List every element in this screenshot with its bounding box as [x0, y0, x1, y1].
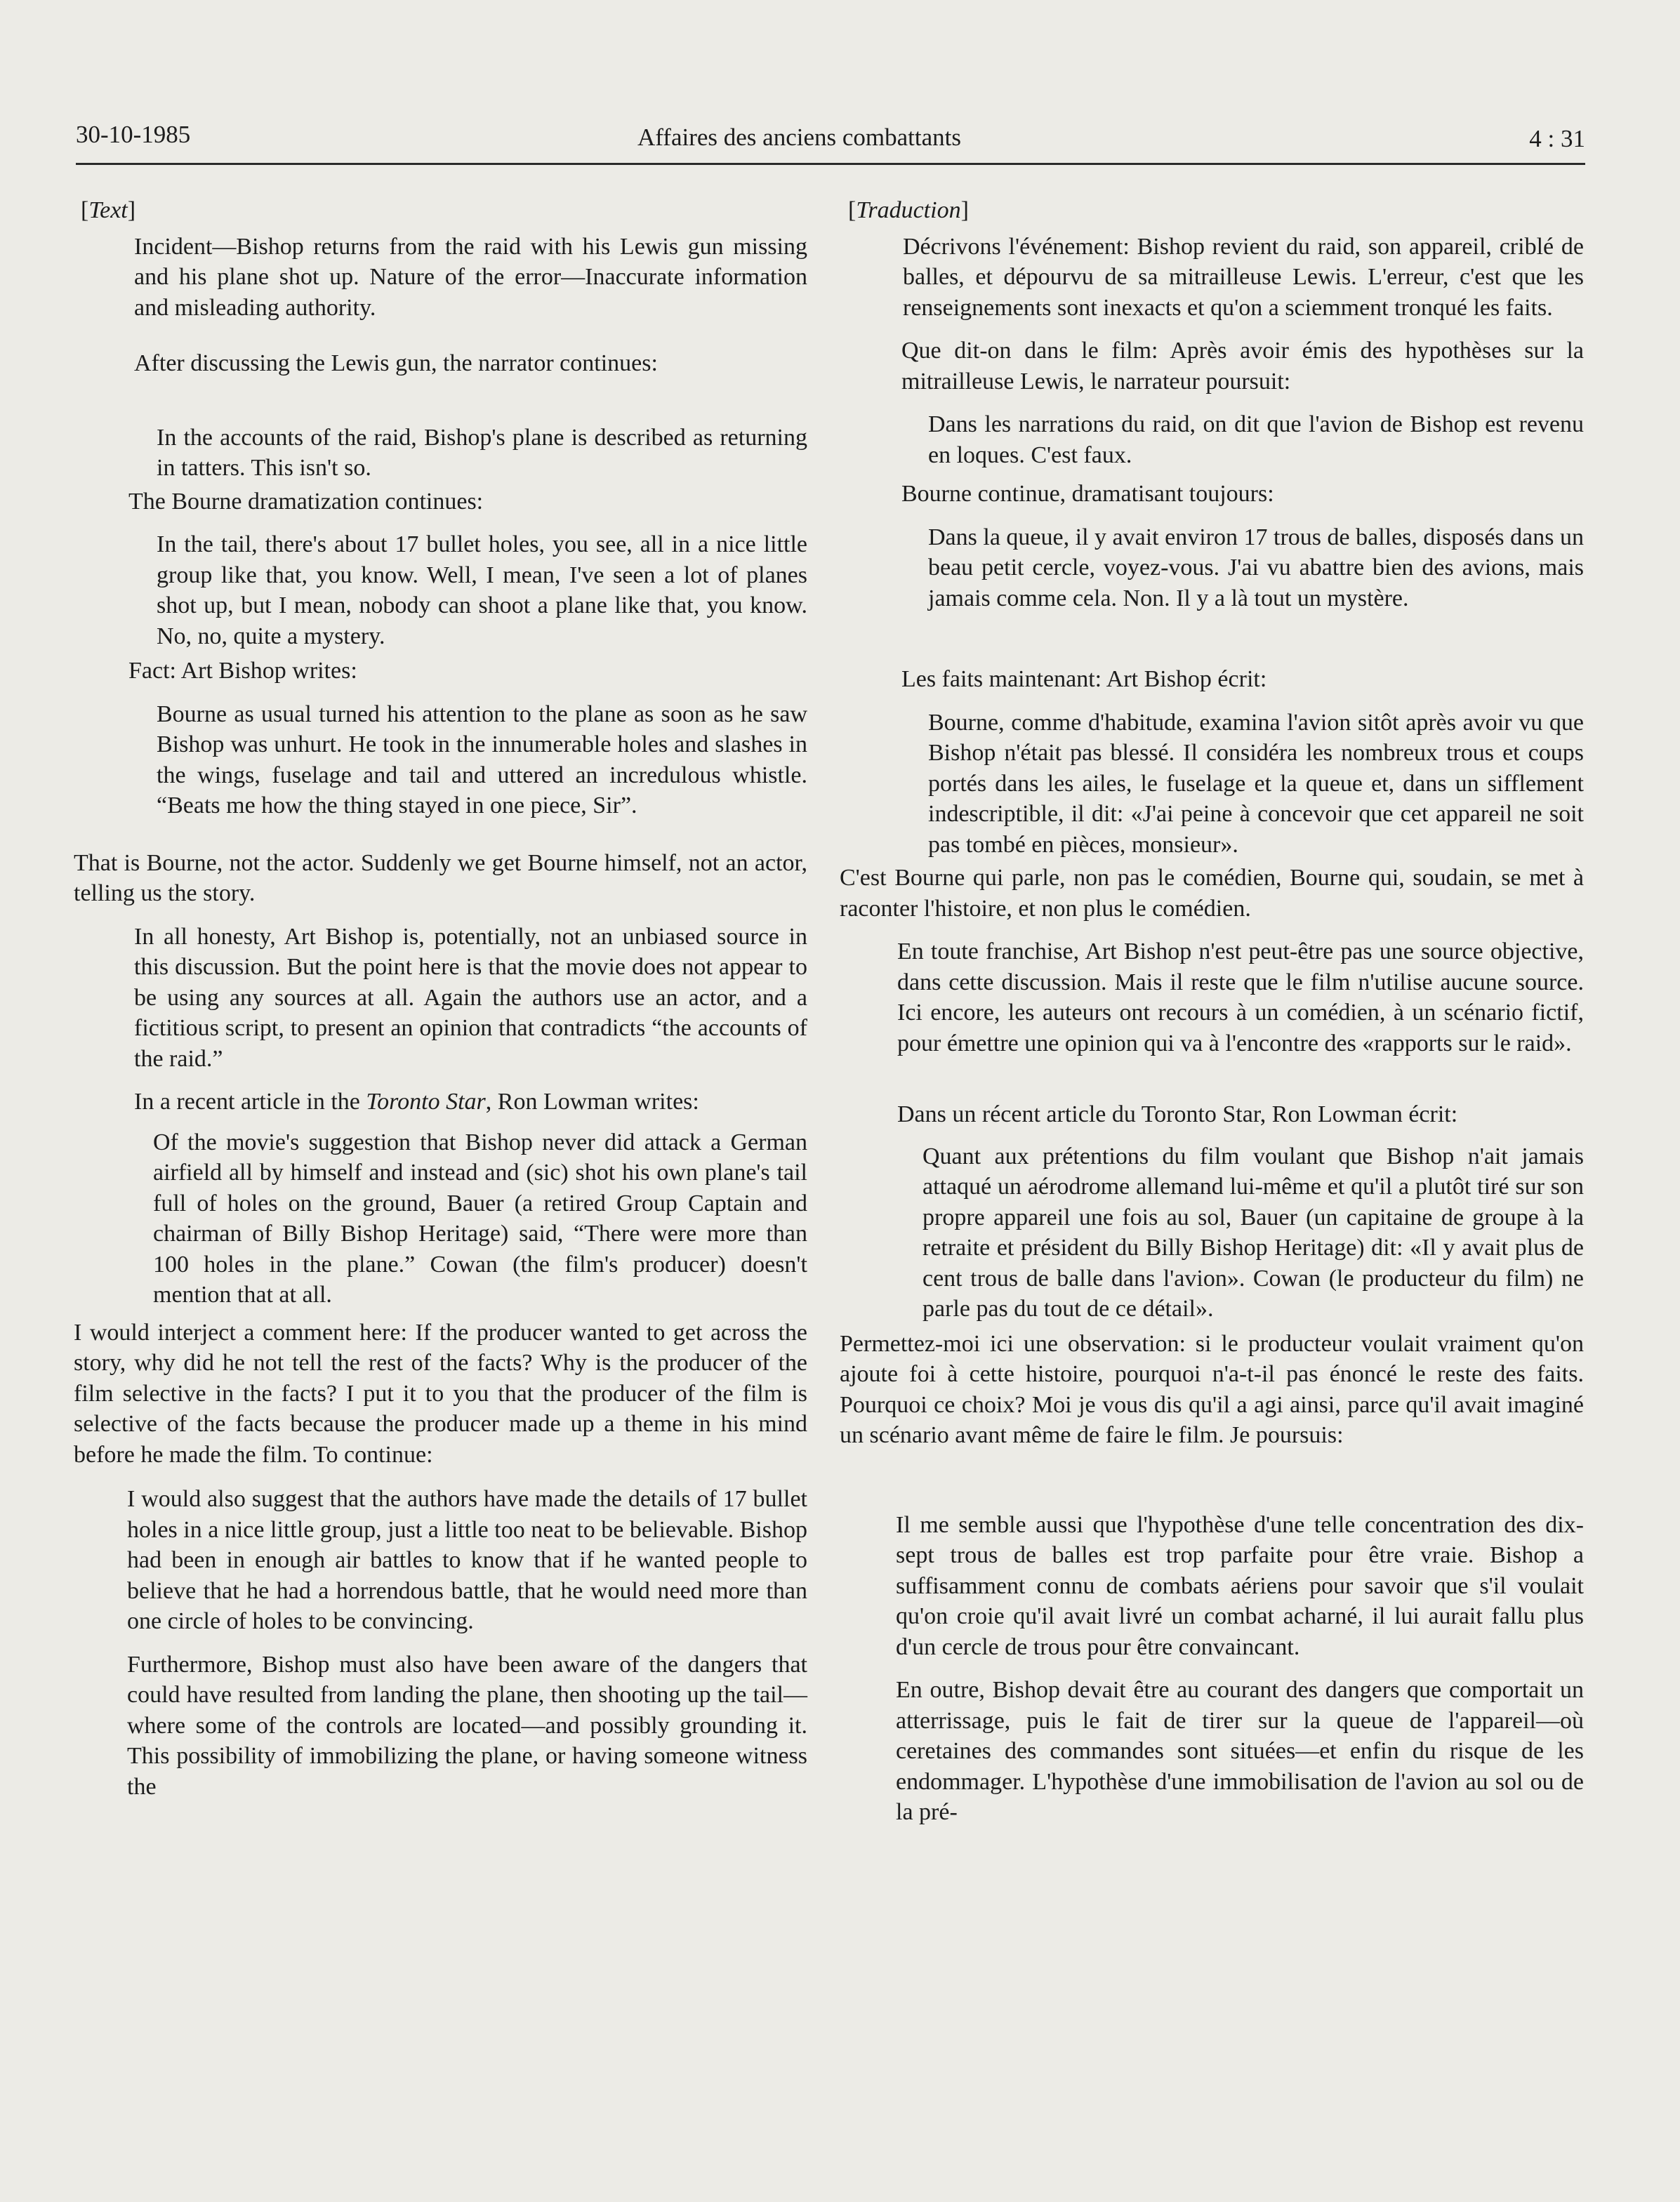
- column-label: [Text]: [81, 197, 136, 223]
- french-column: [840, 195, 1584, 1828]
- english-column: [74, 195, 807, 1802]
- paragraph: The Bourne dramatization continues:: [128, 488, 484, 515]
- paragraph: Incident—Bishop returns from the raid with his Lewis gun missing and his plane shot up. Nature of the error—Inaccurate information and misleading authority.: [134, 233, 807, 321]
- paragraph: I would interject a comment here: If the producer wanted to get across the story, why did he not tell the rest of the facts? Why is the producer of the film selective in the facts? I put it to you that the producer of the film is selective of the facts because the producer made up a theme in his mind before he made the film. To continue:: [74, 1319, 807, 1468]
- paragraph: Décrivons l'événement: Bishop revient du raid, son appareil, criblé de balles, et dépourvu de sa mitrailleuse Lewis. L'erreur, c'est que les renseignements sont inexacts et qu'on a sciemment tronqué les faits.: [903, 233, 1584, 321]
- header-title: Affaires des anciens combattants: [637, 124, 961, 151]
- header-date: 30-10-1985: [76, 121, 191, 148]
- paragraph: Permettez-moi ici une observation: si le producteur voulait vraiment qu'on ajoute foi à cette histoire, pourquoi n'a-t-il pas énoncé le reste des faits. Pourquoi ce choix? Moi je vous dis qu'il a agi ainsi, parce qu'il avait imaginé un scénario avant même de faire le film. Je poursuis:: [840, 1330, 1584, 1448]
- header-page-number: 4 : 31: [1529, 125, 1585, 152]
- quote: Dans la queue, il y avait environ 17 trous de balles, disposés dans un beau petit cercle, voyez-vous. J'ai vu abattre bien des avions, mais jamais comme cela. Non. Il y a là tout un mystère.: [928, 524, 1584, 611]
- quote: Dans les narrations du raid, on dit que l'avion de Bishop est revenu en loques. C'est faux.: [928, 411, 1584, 468]
- header-rule: [76, 163, 1585, 165]
- text-run: In a recent article in the: [134, 1089, 366, 1115]
- paragraph: Que dit-on dans le film: Après avoir émis des hypothèses sur la mitrailleuse Lewis, le narrateur poursuit:: [901, 338, 1584, 394]
- paragraph: Fact: Art Bishop writes:: [128, 658, 357, 684]
- quote: Il me semble aussi que l'hypothèse d'une telle concentration des dix-sept trous de balles est trop parfaite pour être vraie. Bishop a suffisamment connu de combats aériens pour savoir que s'il voulait qu'on croie qu'il avait livré un combat acharné, il lui aurait fallu plus d'un cercle de trous pour être convaincant.: [896, 1511, 1584, 1660]
- paragraph: After discussing the Lewis gun, the narrator continues:: [134, 350, 658, 376]
- paragraph: Bourne continue, dramatisant toujours:: [901, 481, 1274, 507]
- quote: In the tail, there's about 17 bullet holes, you see, all in a nice little group like that, you know. Well, I mean, I've seen a lot of planes shot up, but I mean, nobody can shoot a plane like that, you know. No, no, quite a mystery.: [157, 531, 807, 649]
- paragraph: Dans un récent article du Toronto Star, Ron Lowman écrit:: [897, 1101, 1458, 1127]
- paragraph: That is Bourne, not the actor. Suddenly we get Bourne himself, not an actor, telling us the story.: [74, 849, 807, 906]
- column-label-text: Text: [88, 197, 128, 223]
- paragraph: Les faits maintenant: Art Bishop écrit:: [901, 666, 1267, 692]
- quote: Furthermore, Bishop must also have been aware of the dangers that could have resulted from landing the plane, then shooting up the tail—where some of the controls are located—and possibly grounding it. This possibility of immobilizing the plane, or having someone witness the: [127, 1651, 807, 1800]
- paragraph: En toute franchise, Art Bishop n'est peut-être pas une source objective, dans cette discussion. Mais il reste que le film n'utilise aucune source. Ici encore, les auteurs ont recours à un comédien, à un scénario fictif, pour émettre une opinion qui va à l'encontre des «rapports sur le raid».: [897, 938, 1584, 1056]
- paragraph: C'est Bourne qui parle, non pas le comédien, Bourne qui, soudain, se met à raconter l'histoire, et non plus le comédien.: [840, 865, 1584, 922]
- quote: Bourne as usual turned his attention to the plane as soon as he saw Bishop was unhurt. He took in the innumerable holes and slashes in the wings, fuselage and tail and uttered an incredulous whistle. “Beats me how the thing stayed in one piece, Sir”.: [157, 701, 807, 818]
- paragraph: [134, 1087, 807, 1117]
- newspaper-title: Toronto Star: [366, 1089, 486, 1115]
- quote: Bourne, comme d'habitude, examina l'avion sitôt après avoir vu que Bishop n'était pas blessé. Il considéra les nombreux trous et coups portés dans les ailes, le fuselage et la queue et, dans un sifflement indescriptible, il dit: «J'ai peine à concevoir que cet appareil ne soit pas tombé en pièces, monsieur».: [928, 709, 1584, 858]
- text-run: , Ron Lowman writes:: [485, 1089, 699, 1115]
- quote: En outre, Bishop devait être au courant des dangers que comportait un atterrissage, puis le fait de tirer sur la queue de l'appareil—où ceretaines des commandes sont situées—et enfin du risque de les endommager. L'hypothèse d'une immobilisation de l'avion au sol ou de la pré-: [896, 1677, 1584, 1825]
- paragraph: In all honesty, Art Bishop is, potentially, not an unbiased source in this discussion. But the point here is that the movie does not appear to be using any sources at all. Again the authors use an actor, and a fictitious script, to present an opinion that contradicts “the accounts of the raid.”: [134, 923, 807, 1072]
- quote: Quant aux prétentions du film voulant que Bishop n'ait jamais attaqué un aérodrome allemand lui-même et qu'il a plutôt tiré sur son propre appareil une fois au sol, Bauer (un capitaine de groupe à la retraite et président du Billy Bishop Heritage) dit: «Il y avait plus de cent trous de balle dans l'avion». Cowan (le producteur du film) ne parle pas du tout de ce détail».: [922, 1143, 1584, 1322]
- column-label-text: Traduction: [856, 197, 961, 223]
- page-header: [76, 121, 1585, 160]
- column-label: [Traduction]: [848, 197, 969, 223]
- quote: Of the movie's suggestion that Bishop never did attack a German airfield all by himself and instead and (sic) shot his own plane's tail full of holes on the ground, Bauer (a retired Group Captain and chairman of Billy Bishop Heritage) said, “There were more than 100 holes in the plane.” Cowan (the film's producer) doesn't mention that at all.: [153, 1129, 807, 1308]
- quote: I would also suggest that the authors have made the details of 17 bullet holes in a nice little group, just a little too neat to be believable. Bishop had been in enough air battles to know that if he wanted people to believe that he had a horrendous battle, that he would need more than one circle of holes to be convincing.: [127, 1486, 807, 1634]
- quote: In the accounts of the raid, Bishop's plane is described as returning in tatters. This isn't so.: [157, 424, 807, 481]
